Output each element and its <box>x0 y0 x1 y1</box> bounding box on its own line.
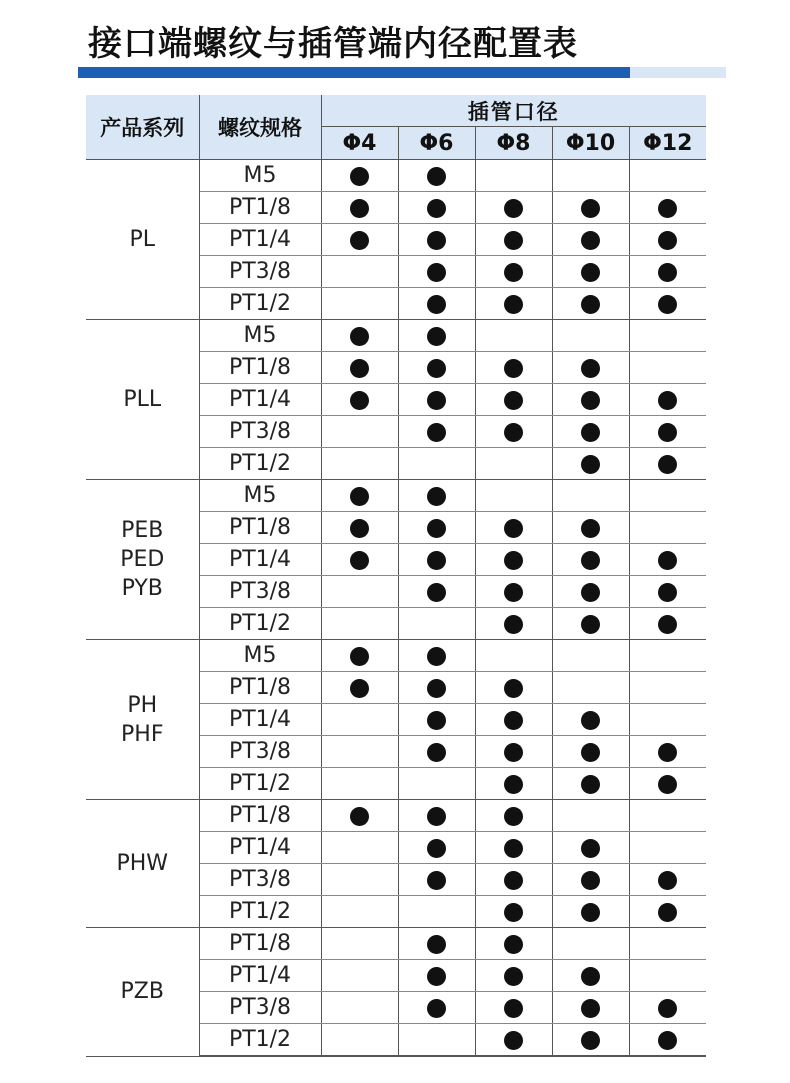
filled-dot-icon <box>427 263 446 282</box>
thread-spec-cell: PT1/2 <box>199 288 321 320</box>
tube-size-header: Φ4 <box>321 127 398 160</box>
compatibility-cell <box>552 992 629 1024</box>
filled-dot-icon <box>504 839 523 858</box>
compatibility-cell <box>475 224 552 256</box>
compatibility-cell <box>475 960 552 992</box>
filled-dot-icon <box>581 1031 600 1050</box>
compatibility-cell <box>475 672 552 704</box>
compatibility-cell <box>321 960 398 992</box>
filled-dot-icon <box>658 455 677 474</box>
filled-dot-icon <box>581 391 600 410</box>
filled-dot-icon <box>504 775 523 794</box>
compatibility-cell <box>321 576 398 608</box>
thread-spec-cell: PT3/8 <box>199 416 321 448</box>
filled-dot-icon <box>504 551 523 570</box>
compatibility-cell <box>398 512 475 544</box>
compatibility-cell <box>629 160 706 192</box>
filled-dot-icon <box>658 423 677 442</box>
filled-dot-icon <box>427 711 446 730</box>
compatibility-cell <box>475 800 552 832</box>
compatibility-cell <box>398 320 475 352</box>
filled-dot-icon <box>427 167 446 186</box>
series-cell <box>86 320 199 480</box>
compatibility-cell <box>321 288 398 320</box>
series-cell <box>86 640 199 800</box>
compatibility-cell <box>475 352 552 384</box>
compatibility-cell <box>321 1024 398 1057</box>
series-name: PYB <box>121 576 163 601</box>
compatibility-cell <box>629 352 706 384</box>
filled-dot-icon <box>581 551 600 570</box>
filled-dot-icon <box>427 743 446 762</box>
compatibility-cell <box>552 1024 629 1057</box>
table-row <box>86 928 706 960</box>
thread-spec-cell: PT3/8 <box>199 992 321 1024</box>
compatibility-cell <box>321 192 398 224</box>
compatibility-cell <box>475 992 552 1024</box>
filled-dot-icon <box>504 1031 523 1050</box>
compatibility-cell <box>552 320 629 352</box>
compatibility-cell <box>475 320 552 352</box>
compatibility-cell <box>475 896 552 928</box>
compatibility-cell <box>552 544 629 576</box>
compatibility-cell <box>629 608 706 640</box>
compatibility-cell <box>629 928 706 960</box>
filled-dot-icon <box>658 903 677 922</box>
compatibility-cell <box>629 320 706 352</box>
thread-spec-cell: PT1/4 <box>199 384 321 416</box>
series-name: PZB <box>120 979 164 1005</box>
compatibility-cell <box>475 416 552 448</box>
thread-spec-cell: PT1/4 <box>199 832 321 864</box>
filled-dot-icon <box>427 583 446 602</box>
compatibility-cell <box>321 768 398 800</box>
compatibility-cell <box>475 256 552 288</box>
compatibility-cell <box>552 576 629 608</box>
thread-spec-cell: PT1/8 <box>199 352 321 384</box>
filled-dot-icon <box>427 231 446 250</box>
compatibility-cell <box>398 736 475 768</box>
compatibility-cell <box>629 864 706 896</box>
compatibility-cell <box>321 160 398 192</box>
compatibility-cell <box>398 416 475 448</box>
compatibility-cell <box>475 640 552 672</box>
thread-spec-cell: PT1/8 <box>199 672 321 704</box>
compatibility-cell <box>552 928 629 960</box>
filled-dot-icon <box>581 615 600 634</box>
table-row <box>86 320 706 352</box>
compatibility-cell <box>552 864 629 896</box>
filled-dot-icon <box>581 999 600 1018</box>
compatibility-cell <box>552 512 629 544</box>
compatibility-cell <box>321 384 398 416</box>
thread-spec-cell: M5 <box>199 480 321 512</box>
thread-spec-cell: M5 <box>199 160 321 192</box>
compatibility-cell <box>398 992 475 1024</box>
filled-dot-icon <box>427 679 446 698</box>
compatibility-cell <box>552 352 629 384</box>
compatibility-cell <box>552 160 629 192</box>
series-cell <box>86 800 199 928</box>
table-body <box>86 160 706 1057</box>
filled-dot-icon <box>427 807 446 826</box>
compatibility-cell <box>475 480 552 512</box>
compatibility-cell <box>475 448 552 480</box>
filled-dot-icon <box>427 967 446 986</box>
tube-size-group-header: 插管口径 <box>321 95 706 127</box>
filled-dot-icon <box>658 551 677 570</box>
filled-dot-icon <box>427 519 446 538</box>
compatibility-cell <box>629 384 706 416</box>
compatibility-cell <box>552 800 629 832</box>
compatibility-cell <box>321 320 398 352</box>
compatibility-cell <box>475 608 552 640</box>
filled-dot-icon <box>581 295 600 314</box>
filled-dot-icon <box>658 583 677 602</box>
filled-dot-icon <box>581 199 600 218</box>
compatibility-cell <box>398 672 475 704</box>
compatibility-cell <box>552 224 629 256</box>
filled-dot-icon <box>504 711 523 730</box>
filled-dot-icon <box>427 391 446 410</box>
compatibility-cell <box>629 832 706 864</box>
filled-dot-icon <box>350 327 369 346</box>
filled-dot-icon <box>504 519 523 538</box>
tube-size-header: Φ6 <box>398 127 475 160</box>
compatibility-cell <box>321 448 398 480</box>
filled-dot-icon <box>427 487 446 506</box>
compatibility-cell <box>398 800 475 832</box>
filled-dot-icon <box>427 199 446 218</box>
compatibility-cell <box>629 416 706 448</box>
compatibility-cell <box>398 864 475 896</box>
compatibility-cell <box>398 928 475 960</box>
compatibility-cell <box>321 256 398 288</box>
compatibility-cell <box>398 960 475 992</box>
filled-dot-icon <box>350 679 369 698</box>
compatibility-cell <box>629 544 706 576</box>
compatibility-cell <box>321 864 398 896</box>
filled-dot-icon <box>504 935 523 954</box>
compatibility-cell <box>475 768 552 800</box>
thread-spec-cell: PT3/8 <box>199 576 321 608</box>
filled-dot-icon <box>658 1031 677 1050</box>
compatibility-cell <box>398 768 475 800</box>
compatibility-cell <box>475 384 552 416</box>
filled-dot-icon <box>581 263 600 282</box>
compatibility-cell <box>629 512 706 544</box>
filled-dot-icon <box>581 871 600 890</box>
filled-dot-icon <box>427 839 446 858</box>
compatibility-cell <box>398 608 475 640</box>
compatibility-cell <box>552 384 629 416</box>
filled-dot-icon <box>427 999 446 1018</box>
compatibility-cell <box>552 640 629 672</box>
compatibility-cell <box>321 832 398 864</box>
compatibility-cell <box>321 896 398 928</box>
compatibility-cell <box>552 256 629 288</box>
filled-dot-icon <box>427 295 446 314</box>
compatibility-cell <box>475 864 552 896</box>
filled-dot-icon <box>658 871 677 890</box>
thread-spec-cell: PT1/8 <box>199 192 321 224</box>
compatibility-cell <box>552 704 629 736</box>
series-cell <box>86 480 199 640</box>
filled-dot-icon <box>658 743 677 762</box>
filled-dot-icon <box>504 615 523 634</box>
filled-dot-icon <box>658 391 677 410</box>
compatibility-cell <box>398 1024 475 1057</box>
thread-spec-cell: PT1/2 <box>199 896 321 928</box>
series-name: PL <box>129 227 156 252</box>
filled-dot-icon <box>658 775 677 794</box>
filled-dot-icon <box>504 903 523 922</box>
tube-size-header: Φ12 <box>629 127 706 160</box>
page-title: 接口端螺纹与插管端内径配置表 <box>88 24 578 64</box>
compatibility-cell <box>629 896 706 928</box>
compatibility-cell <box>475 736 552 768</box>
filled-dot-icon <box>658 615 677 634</box>
compatibility-cell <box>475 704 552 736</box>
compatibility-cell <box>321 416 398 448</box>
compatibility-cell <box>321 640 398 672</box>
compatibility-cell <box>398 544 475 576</box>
thread-spec-cell: PT3/8 <box>199 736 321 768</box>
compatibility-cell <box>552 608 629 640</box>
filled-dot-icon <box>581 775 600 794</box>
filled-dot-icon <box>504 871 523 890</box>
series-name: PH <box>127 692 158 718</box>
thread-spec-cell: PT1/8 <box>199 512 321 544</box>
tube-size-header: Φ8 <box>475 127 552 160</box>
compatibility-cell <box>629 448 706 480</box>
thread-spec-cell: PT1/4 <box>199 544 321 576</box>
filled-dot-icon <box>504 679 523 698</box>
compatibility-cell <box>552 960 629 992</box>
filled-dot-icon <box>581 583 600 602</box>
compatibility-cell <box>475 928 552 960</box>
compatibility-cell <box>321 992 398 1024</box>
filled-dot-icon <box>581 231 600 250</box>
compatibility-cell <box>398 576 475 608</box>
filled-dot-icon <box>504 295 523 314</box>
compatibility-cell <box>552 736 629 768</box>
filled-dot-icon <box>581 743 600 762</box>
compatibility-cell <box>552 192 629 224</box>
compatibility-cell <box>629 704 706 736</box>
filled-dot-icon <box>504 263 523 282</box>
compatibility-cell <box>321 480 398 512</box>
compatibility-cell <box>629 288 706 320</box>
table-row <box>86 160 706 192</box>
filled-dot-icon <box>658 231 677 250</box>
thread-spec-cell: PT1/8 <box>199 928 321 960</box>
filled-dot-icon <box>350 167 369 186</box>
filled-dot-icon <box>427 359 446 378</box>
compatibility-cell <box>475 512 552 544</box>
title-accent-bar-light <box>630 67 726 78</box>
compatibility-cell <box>629 800 706 832</box>
compatibility-cell <box>398 640 475 672</box>
thread-spec-cell: PT1/4 <box>199 704 321 736</box>
thread-spec-cell: PT3/8 <box>199 256 321 288</box>
filled-dot-icon <box>581 519 600 538</box>
compatibility-cell <box>321 928 398 960</box>
filled-dot-icon <box>350 647 369 666</box>
tube-size-header: Φ10 <box>552 127 629 160</box>
filled-dot-icon <box>581 423 600 442</box>
compatibility-cell <box>552 416 629 448</box>
compatibility-cell <box>552 896 629 928</box>
compatibility-cell <box>321 608 398 640</box>
compatibility-cell <box>629 992 706 1024</box>
filled-dot-icon <box>427 935 446 954</box>
thread-spec-cell: PT1/2 <box>199 608 321 640</box>
filled-dot-icon <box>427 871 446 890</box>
compatibility-cell <box>629 256 706 288</box>
filled-dot-icon <box>581 711 600 730</box>
filled-dot-icon <box>581 903 600 922</box>
filled-dot-icon <box>427 647 446 666</box>
compatibility-cell <box>629 192 706 224</box>
filled-dot-icon <box>504 423 523 442</box>
thread-spec-cell: PT1/2 <box>199 448 321 480</box>
compatibility-cell <box>629 672 706 704</box>
compatibility-cell <box>629 576 706 608</box>
thread-spec-cell: M5 <box>199 320 321 352</box>
series-name: PHW <box>116 851 169 876</box>
compatibility-cell <box>629 224 706 256</box>
compatibility-cell <box>475 544 552 576</box>
series-name: PLL <box>123 387 162 412</box>
filled-dot-icon <box>504 231 523 250</box>
filled-dot-icon <box>350 487 369 506</box>
filled-dot-icon <box>658 263 677 282</box>
compatibility-cell <box>475 576 552 608</box>
filled-dot-icon <box>504 583 523 602</box>
compatibility-cell <box>552 288 629 320</box>
thread-spec-cell: PT1/2 <box>199 768 321 800</box>
compatibility-cell <box>398 832 475 864</box>
series-name: PED <box>120 547 165 572</box>
filled-dot-icon <box>504 391 523 410</box>
compatibility-cell <box>398 704 475 736</box>
table-header <box>86 95 706 160</box>
thread-tube-config-table <box>86 95 706 1057</box>
compatibility-cell <box>398 192 475 224</box>
filled-dot-icon <box>427 551 446 570</box>
compatibility-cell <box>398 288 475 320</box>
filled-dot-icon <box>504 999 523 1018</box>
thread-spec-cell: PT1/8 <box>199 800 321 832</box>
compatibility-cell <box>552 480 629 512</box>
filled-dot-icon <box>350 807 369 826</box>
compatibility-cell <box>398 480 475 512</box>
compatibility-cell <box>321 736 398 768</box>
compatibility-cell <box>321 512 398 544</box>
compatibility-cell <box>629 640 706 672</box>
compatibility-cell <box>552 832 629 864</box>
compatibility-cell <box>398 384 475 416</box>
compatibility-cell <box>475 160 552 192</box>
filled-dot-icon <box>350 199 369 218</box>
compatibility-cell <box>629 480 706 512</box>
filled-dot-icon <box>581 967 600 986</box>
filled-dot-icon <box>427 327 446 346</box>
compatibility-cell <box>321 672 398 704</box>
filled-dot-icon <box>350 231 369 250</box>
series-name: PHF <box>121 721 164 747</box>
thread-spec-cell: PT1/2 <box>199 1024 321 1057</box>
compatibility-cell <box>629 1024 706 1057</box>
filled-dot-icon <box>658 999 677 1018</box>
filled-dot-icon <box>504 359 523 378</box>
table-row <box>86 480 706 512</box>
compatibility-cell <box>475 288 552 320</box>
compatibility-cell <box>398 256 475 288</box>
compatibility-cell <box>321 704 398 736</box>
filled-dot-icon <box>350 391 369 410</box>
compatibility-cell <box>398 224 475 256</box>
thread-spec-cell: PT1/4 <box>199 224 321 256</box>
thread-spec-cell: PT1/4 <box>199 960 321 992</box>
compatibility-cell <box>321 800 398 832</box>
compatibility-cell <box>398 352 475 384</box>
compatibility-cell <box>321 224 398 256</box>
filled-dot-icon <box>504 807 523 826</box>
compatibility-cell <box>398 448 475 480</box>
filled-dot-icon <box>427 423 446 442</box>
series-cell <box>86 928 199 1057</box>
compatibility-cell <box>552 448 629 480</box>
filled-dot-icon <box>581 455 600 474</box>
filled-dot-icon <box>504 967 523 986</box>
compatibility-cell <box>629 768 706 800</box>
filled-dot-icon <box>504 199 523 218</box>
compatibility-cell <box>475 832 552 864</box>
compatibility-cell <box>475 1024 552 1057</box>
compatibility-cell <box>552 672 629 704</box>
filled-dot-icon <box>581 839 600 858</box>
thread-column-header: 螺纹规格 <box>199 95 321 160</box>
compatibility-cell <box>629 960 706 992</box>
compatibility-cell <box>629 736 706 768</box>
compatibility-cell <box>321 352 398 384</box>
title-accent-bar <box>78 67 630 78</box>
filled-dot-icon <box>581 359 600 378</box>
series-name: PEB <box>121 518 164 543</box>
series-cell <box>86 160 199 320</box>
filled-dot-icon <box>350 551 369 570</box>
filled-dot-icon <box>350 519 369 538</box>
table-row <box>86 800 706 832</box>
compatibility-cell <box>398 896 475 928</box>
compatibility-cell <box>475 192 552 224</box>
filled-dot-icon <box>350 359 369 378</box>
filled-dot-icon <box>504 743 523 762</box>
compatibility-cell <box>552 768 629 800</box>
series-column-header: 产品系列 <box>86 95 199 160</box>
thread-spec-cell: M5 <box>199 640 321 672</box>
thread-spec-cell: PT3/8 <box>199 864 321 896</box>
compatibility-cell <box>321 544 398 576</box>
filled-dot-icon <box>658 199 677 218</box>
compatibility-cell <box>398 160 475 192</box>
table-row <box>86 640 706 672</box>
filled-dot-icon <box>658 295 677 314</box>
